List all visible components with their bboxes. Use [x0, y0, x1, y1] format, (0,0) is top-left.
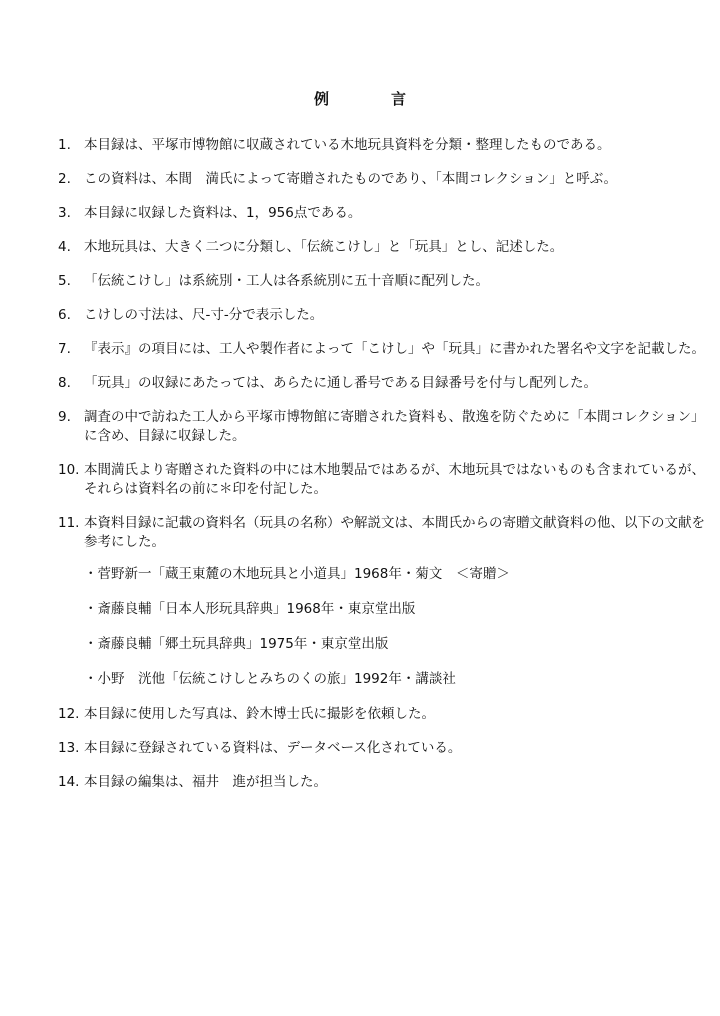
reference-item: ・菅野新一「蔵王東麓の木地玩具と小道具」1968年・菊文 ＜寄贈＞	[84, 566, 510, 582]
list-item	[58, 514, 708, 552]
item-text: 本資料目録に記載の資料名（玩具の名称）や解説文は、本間氏からの寄贈文献資料の他、以下の文献を参考にした。	[84, 515, 705, 550]
item-text: こけしの寸法は、尺-寸-分で表示した。	[84, 307, 324, 323]
list-item	[58, 204, 708, 223]
item-text: 調査の中で訪ねた工人から平塚市博物館に寄贈された資料も、散逸を防ぐために「本間コレクション」に含め、目録に収録した。	[84, 409, 705, 444]
item-text: 「玩具」の収録にあたっては、あらたに通し番号である目録番号を付与し配列した。	[84, 375, 597, 391]
item-text: 『表示』の項目には、工人や製作者によって「こけし」や「玩具」に書かれた署名や文字を記載した。	[84, 341, 705, 357]
reference-sublist	[58, 565, 708, 689]
list-item	[58, 238, 708, 257]
reference-item: ・斎藤良輔「郷土玩具辞典」1975年・東京堂出版	[84, 636, 389, 652]
item-number: 6.	[58, 307, 71, 323]
reference-list	[58, 565, 708, 689]
list-item	[58, 773, 708, 792]
list-item	[58, 739, 708, 758]
item-text: 木地玩具は、大きく二つに分類し、「伝統こけし」と「玩具」とし、記述した。	[84, 239, 564, 255]
page-title: 例言	[313, 90, 468, 108]
item-number: 3.	[58, 205, 71, 221]
list-item	[58, 306, 708, 325]
list-item	[58, 705, 708, 724]
reference-item: ・小野 洸他「伝統こけしとみちのくの旅」1992年・講談社	[84, 671, 456, 687]
item-number: 2.	[58, 171, 71, 187]
item-number: 14.	[58, 774, 80, 790]
list-item	[58, 340, 708, 359]
item-text: 本目録の編集は、福井 進が担当した。	[84, 774, 327, 790]
item-text: 本間満氏より寄贈された資料の中には木地製品ではあるが、木地玩具ではないものも含まれているが、それらは資料名の前に＊印を付記した。	[84, 462, 705, 497]
item-number: 8.	[58, 375, 71, 391]
list-item	[58, 461, 708, 499]
item-number: 10.	[58, 462, 80, 478]
list-item	[58, 374, 708, 393]
item-number: 1.	[58, 137, 71, 153]
list-item	[58, 136, 708, 155]
list-item	[58, 408, 708, 446]
item-number: 4.	[58, 239, 71, 255]
item-text: 本目録は、平塚市博物館に収蔵されている木地玩具資料を分類・整理したものである。	[84, 137, 611, 153]
item-number: 9.	[58, 409, 71, 425]
item-text: 本目録に登録されている資料は、データベース化されている。	[84, 740, 462, 756]
item-number: 5.	[58, 273, 71, 289]
item-text: 本目録に使用した写真は、鈴木博士氏に撮影を依頼した。	[84, 706, 435, 722]
item-text: この資料は、本間 満氏によって寄贈されたものであり、「本間コレクション」と呼ぶ。	[84, 171, 617, 187]
item-number: 11.	[58, 515, 80, 531]
list-item	[58, 272, 708, 291]
item-number: 7.	[58, 341, 71, 357]
list-item	[58, 170, 708, 189]
item-number: 12.	[58, 706, 80, 722]
explanatory-notes-list	[58, 136, 708, 807]
item-text: 「伝統こけし」は系統別・工人は各系統別に五十音順に配列した。	[84, 273, 489, 289]
item-text: 本目録に収録した資料は、1，956点である。	[84, 205, 362, 221]
item-number: 13.	[58, 740, 80, 756]
reference-item: ・斎藤良輔「日本人形玩具辞典」1968年・東京堂出版	[84, 601, 416, 617]
